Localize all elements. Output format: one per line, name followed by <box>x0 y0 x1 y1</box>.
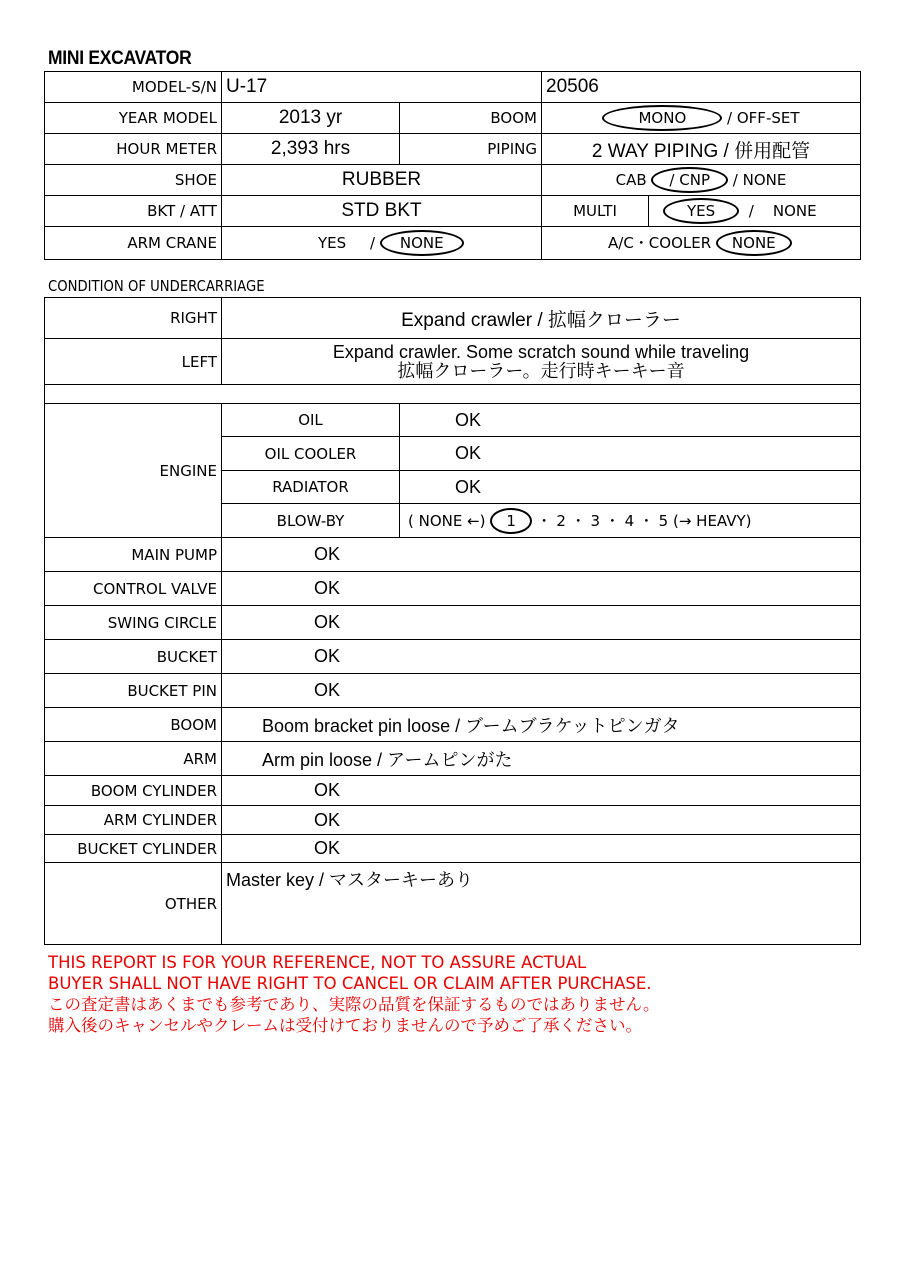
cab-option: CAB <box>615 171 647 189</box>
multi-separator: / <box>748 202 754 220</box>
arm-crane-separator: / <box>370 234 376 252</box>
multi-options <box>649 196 861 227</box>
shoe-value: RUBBER <box>222 165 542 196</box>
boom-type-options <box>542 103 861 134</box>
disclaimer-line-1: THIS REPORT IS FOR YOUR REFERENCE, NOT TO ASSURE ACTUAL <box>48 953 587 972</box>
ac-options <box>542 227 861 260</box>
oil-cooler-label: OIL COOLER <box>222 437 400 471</box>
disclaimer-line-2: BUYER SHALL NOT HAVE RIGHT TO CANCEL OR CLAIM AFTER PURCHASE. <box>48 974 652 993</box>
boom-cylinder-label: BOOM CYLINDER <box>45 776 222 806</box>
swing-circle-value: OK <box>222 606 861 640</box>
bucket-label: BUCKET <box>45 640 222 674</box>
boom-separator: / <box>727 109 733 127</box>
disclaimer-line-4: 購入後のキャンセルやクレームは受付けておりませんので予めご了承ください。 <box>48 1016 642 1035</box>
arm-crane-yes-option: YES <box>318 234 347 252</box>
spacer-row <box>45 385 861 404</box>
model-label: MODEL-S/N <box>45 72 222 103</box>
other-label: OTHER <box>45 863 222 945</box>
piping-value: 2 WAY PIPING / 併用配管 <box>542 134 861 165</box>
spec-table <box>44 71 861 260</box>
boom-cylinder-value: OK <box>222 776 861 806</box>
year-label: YEAR MODEL <box>45 103 222 134</box>
boom-offset-option: OFF-SET <box>736 109 800 127</box>
piping-label: PIPING <box>400 134 542 165</box>
radiator-value: OK <box>400 471 861 504</box>
other-value: Master key / マスターキーあり <box>222 863 861 945</box>
disclaimer <box>48 952 660 1036</box>
multi-label: MULTI <box>542 196 649 227</box>
right-value: Expand crawler / 拡幅クローラー <box>222 298 861 339</box>
engine-label: ENGINE <box>45 404 222 538</box>
oil-cooler-value: OK <box>400 437 861 471</box>
blowby-scale <box>400 504 861 538</box>
control-valve-value: OK <box>222 572 861 606</box>
disclaimer-line-3: この査定書はあくまでも参考であり、実際の品質を保証するものではありません。 <box>48 995 660 1014</box>
arm-label: ARM <box>45 742 222 776</box>
right-label: RIGHT <box>45 298 222 339</box>
cab-sep-2: / <box>732 171 738 189</box>
boom-label: BOOM <box>45 708 222 742</box>
cnp-option: CNP <box>679 171 711 189</box>
blowby-level-1: 1 <box>490 508 532 534</box>
model-value: U-17 <box>222 72 542 103</box>
arm-cylinder-label: ARM CYLINDER <box>45 806 222 835</box>
control-valve-label: CONTROL VALVE <box>45 572 222 606</box>
arm-crane-options <box>222 227 542 260</box>
bucket-cylinder-label: BUCKET CYLINDER <box>45 835 222 863</box>
bucket-pin-value: OK <box>222 674 861 708</box>
arm-cylinder-value: OK <box>222 806 861 835</box>
blowby-label: BLOW-BY <box>222 504 400 538</box>
swing-circle-label: SWING CIRCLE <box>45 606 222 640</box>
ac-none-option: NONE <box>716 230 792 256</box>
blowby-rest: ・ 2 ・ 3 ・ 4 ・ 5 (→ HEAVY) <box>536 511 752 530</box>
cnp-option-circled <box>651 167 728 193</box>
undercarriage-title: CONDITION OF UNDERCARRIAGE <box>48 277 265 295</box>
boom-mono-option: MONO <box>602 105 722 131</box>
main-pump-label: MAIN PUMP <box>45 538 222 572</box>
blowby-prefix: ( NONE ←) <box>408 511 486 530</box>
condition-table <box>44 297 861 945</box>
oil-label: OIL <box>222 404 400 437</box>
main-pump-value: OK <box>222 538 861 572</box>
bkt-label: BKT / ATT <box>45 196 222 227</box>
shoe-label: SHOE <box>45 165 222 196</box>
boom-value: Boom bracket pin loose / ブームブラケットピンガタ <box>222 708 861 742</box>
radiator-label: RADIATOR <box>222 471 400 504</box>
hour-value: 2,393 hrs <box>222 134 400 165</box>
multi-yes-option: YES <box>663 198 739 224</box>
cab-none-option: NONE <box>742 171 787 189</box>
left-value <box>222 339 861 385</box>
left-label: LEFT <box>45 339 222 385</box>
bucket-pin-label: BUCKET PIN <box>45 674 222 708</box>
oil-value: OK <box>400 404 861 437</box>
multi-none-option: NONE <box>772 202 817 220</box>
bucket-value: OK <box>222 640 861 674</box>
cab-options <box>542 165 861 196</box>
ac-label: A/C・COOLER <box>608 234 712 252</box>
bucket-cylinder-value: OK <box>222 835 861 863</box>
hour-label: HOUR METER <box>45 134 222 165</box>
arm-value: Arm pin loose / アームピンがた <box>222 742 861 776</box>
page-title: MINI EXCAVATOR <box>48 48 192 69</box>
year-value: 2013 yr <box>222 103 400 134</box>
boom-type-label: BOOM <box>400 103 542 134</box>
left-value-line-1: Expand crawler. Some scratch sound while traveling <box>332 341 750 362</box>
left-value-line-2: 拡幅クローラー。走行時キーキー音 <box>397 360 685 381</box>
arm-crane-none-option: NONE <box>380 230 464 256</box>
serial-value: 20506 <box>542 72 861 103</box>
bkt-value: STD BKT <box>222 196 542 227</box>
cab-sep-1: / <box>669 171 675 189</box>
arm-crane-label: ARM CRANE <box>45 227 222 260</box>
